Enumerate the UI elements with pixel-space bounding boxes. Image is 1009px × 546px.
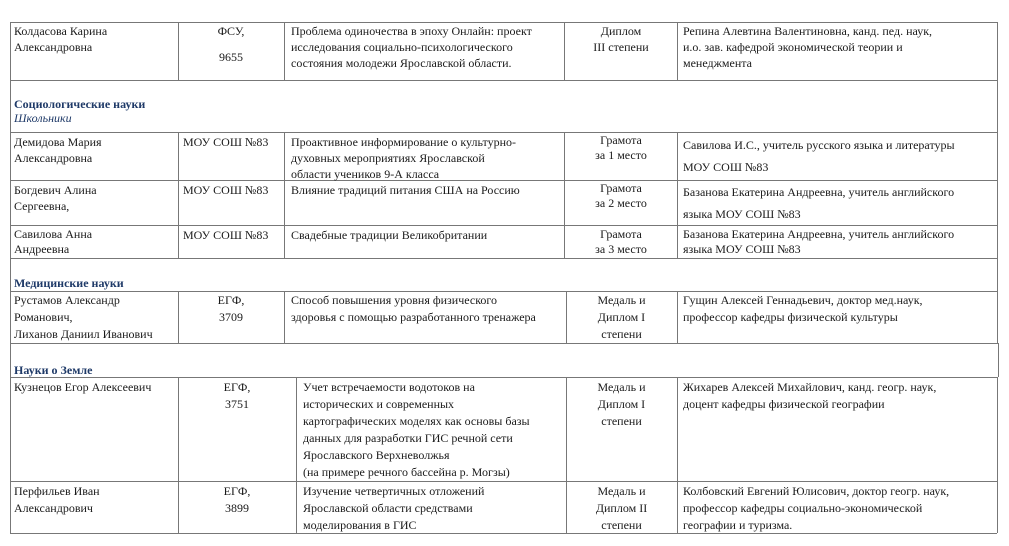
rule	[997, 22, 998, 343]
advisor: Колбовский Евгений Юлисович, доктор геогр. наук, профессор кафедры социально-экономической географии и туризма.	[683, 484, 950, 532]
section-subtitle: Школьники	[14, 111, 72, 125]
section-title: Науки о Земле	[14, 363, 93, 377]
rule	[10, 481, 997, 482]
award: Грамота за 3 место	[595, 227, 647, 256]
school: МОУ СОШ №83	[183, 228, 269, 242]
advisor: Жихарев Алексей Михайлович, канд. геогр. наук, доцент кафедры физической географии	[683, 380, 937, 411]
rule	[10, 377, 998, 378]
school: МОУ СОШ №83	[183, 183, 269, 197]
project-topic: Способ повышения уровня физического здоровья с помощью разработанного тренажера	[291, 293, 536, 324]
rule	[998, 343, 999, 377]
project-topic: Свадебные традиции Великобритании	[291, 228, 488, 242]
rule	[10, 225, 997, 226]
award: Медаль и Диплом II степени	[595, 484, 648, 532]
school: МОУ СОШ №83	[183, 135, 269, 149]
project-topic: Проактивное информирование о культурно- духовных мероприятиях Ярославской области учеников 9-А класса	[291, 135, 516, 181]
faculty-code: ФСУ, 9655	[217, 24, 245, 64]
rule	[10, 343, 998, 344]
participant-name: Демидова Мария Александровна	[14, 135, 102, 165]
section-title: Медицинские науки	[14, 276, 124, 290]
participant-name: Богдевич Алина Сергеевна,	[14, 183, 97, 213]
advisor: Репина Алевтина Валентиновна, канд. пед. наук, и.о. зав. кафедрой экономической теории и менеджмента	[683, 24, 933, 70]
advisor: Базанова Екатерина Андреевна, учитель английского языка МОУ СОШ №83	[683, 227, 955, 256]
award: Грамота за 2 место	[595, 181, 647, 210]
participant-name: Савилова Анна Андреевна	[14, 227, 93, 256]
award: Медаль и Диплом I степени	[597, 293, 646, 341]
rule	[10, 132, 997, 133]
project-topic: Проблема одиночества в эпоху Онлайн: проект исследования социально-психологического состояния молодежи Ярославской области.	[291, 24, 532, 70]
faculty-code: ЕГФ, 3709	[217, 293, 245, 324]
participant-name: Рустамов Александр Романович, Лиханов Даниил Иванович	[14, 293, 153, 341]
award: Медаль и Диплом I степени	[597, 380, 646, 428]
award: Диплом III степени	[593, 24, 649, 54]
participant-name: Колдасова Карина Александровна	[14, 24, 108, 54]
rule	[10, 80, 997, 81]
advisor: Гущин Алексей Геннадьевич, доктор мед.наук, профессор кафедры физической культуры	[683, 293, 923, 324]
project-topic: Изучение четвертичных отложений Ярославской области средствами моделирования в ГИС	[303, 484, 485, 532]
participant-name: Перфильев Иван Александрович	[14, 484, 100, 515]
rule	[10, 22, 11, 533]
rule	[997, 377, 998, 533]
faculty-code: ЕГФ, 3751	[223, 380, 251, 411]
advisor: Базанова Екатерина Андреевна, учитель английского языка МОУ СОШ №83	[683, 185, 955, 221]
section-title: Социологические науки	[14, 97, 146, 111]
advisor: Савилова И.С., учитель русского языка и литературы МОУ СОШ №83	[683, 138, 955, 174]
project-topic: Влияние традиций питания США на Россию	[291, 183, 520, 197]
participant-name: Кузнецов Егор Алексеевич	[14, 380, 152, 394]
project-topic: Учет встречаемости водотоков на исторических и современных картографических моделях как основы базы данных для разработки ГИС речной сети Ярославского Верхневолжья (на примере речного бассейна р. Могзы)	[303, 380, 530, 479]
award: Грамота за 1 место	[595, 133, 647, 162]
rule	[10, 258, 997, 259]
faculty-code: ЕГФ, 3899	[223, 484, 251, 515]
